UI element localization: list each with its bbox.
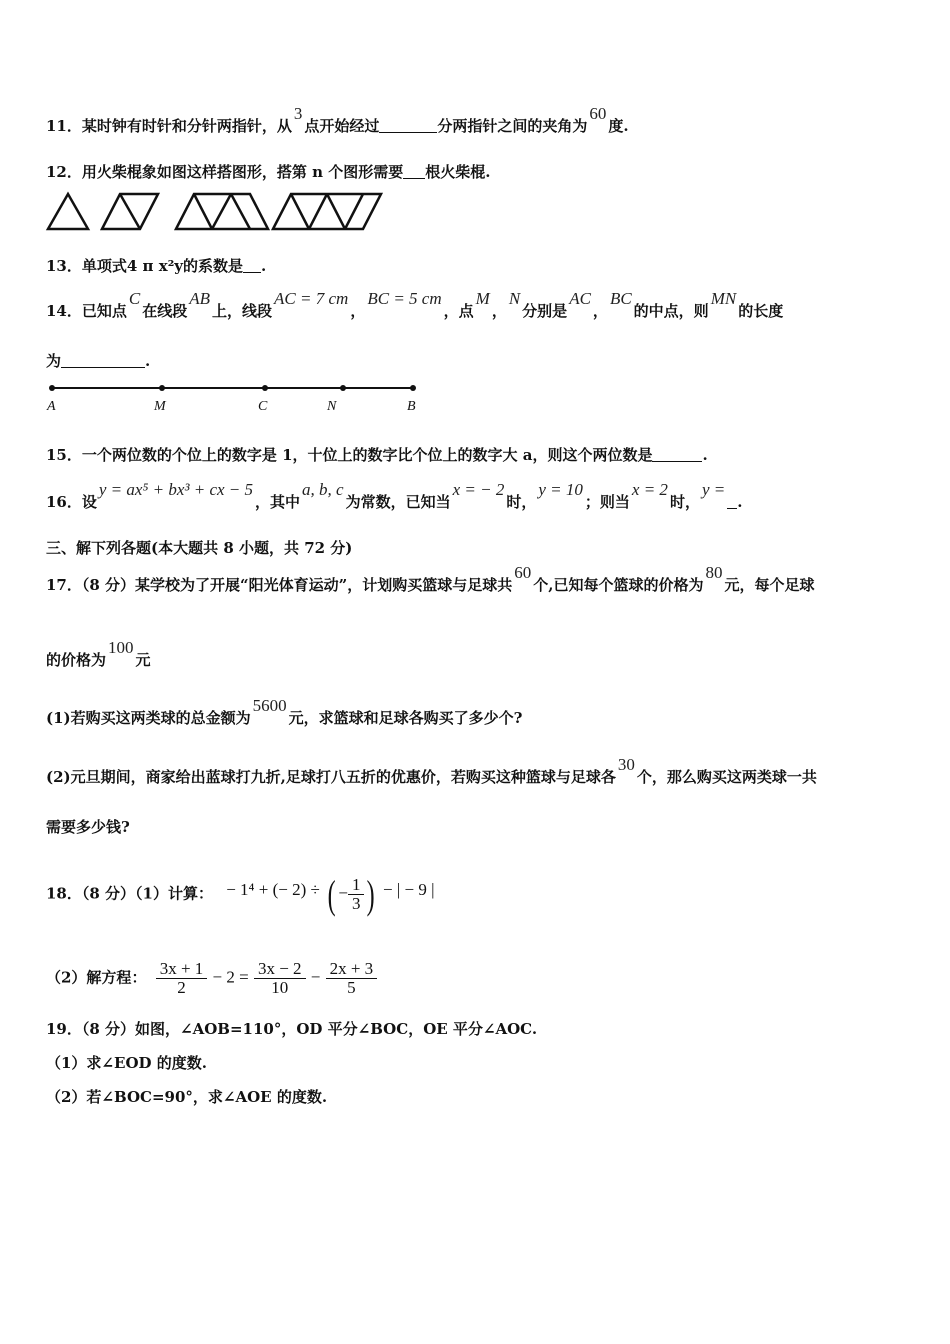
fraction-3: $\frac{2x + 3}{5}$ [326, 960, 378, 997]
fraction-one-third: $\frac{1}{3}$ [348, 876, 365, 913]
question-number: 15． [46, 446, 82, 464]
calc-expression-part2: − | − 9 | [383, 879, 435, 899]
question-number: 12． [46, 163, 82, 181]
question-19-part1: （1）求∠EOD 的度数. [46, 1054, 207, 1072]
question-18: 18．（8 分）（1）计算： − 1⁴ + (− 2) ÷ ( − $\frac{1}{3}$ ) − | − 9 | [46, 871, 435, 917]
question-17: 17．（8 分）某学校为了开展“阳光体育运动”，计划购买篮球与足球共60个,已知每个篮球的价格为80元，每个足球 [46, 563, 815, 594]
question-15: 15．一个两位数的个位上的数字是 1，十位上的数字比个位上的数字大 a，则这个两位数是 . [46, 446, 708, 464]
question-13: 13．单项式4 π x²y的系数是 . [46, 257, 267, 275]
question-17-part1: (1)若购买这两类球的总金额为5600元，求篮球和足球各购买了多少个? [46, 696, 523, 727]
question-number: 18． [46, 884, 82, 903]
question-17-line2: 的价格为100元 [46, 638, 151, 669]
answer-blank[interactable] [61, 353, 145, 368]
answer-blank[interactable] [727, 494, 737, 509]
question-14-line2: 为 . [46, 352, 151, 370]
point-label-a: A [47, 399, 56, 414]
question-16: 16．设y = ax⁵ + bx³ + cx − 5，其中a, b, c为常数，已知当x = − 2时，y = 10；则当x = 2时，y =. [46, 480, 743, 511]
question-17-part2: (2)元旦期间，商家给出蓝球打九折,足球打八五折的优惠价，若购买这种篮球与足球各30个，那么购买这两类球一共 [46, 755, 817, 786]
question-number: 19． [46, 1020, 82, 1038]
question-19: 19．（8 分）如图，∠AOB=110°，OD 平分∠BOC，OE 平分∠AOC. [46, 1020, 538, 1038]
answer-blank[interactable] [652, 447, 702, 462]
matchstick-triangles-figure [44, 190, 389, 234]
question-17-part2-line2: 需要多少钱? [46, 818, 130, 836]
calc-expression-part1: − 1⁴ + (− 2) ÷ [226, 879, 320, 899]
point-label-c: C [258, 399, 268, 414]
question-14: 14．已知点C在线段AB上，线段AC = 7 cm，BC = 5 cm，点M，N分别是AC，BC的中点，则MN的长度 [46, 289, 784, 320]
section-heading: 三、解下列各题(本大题共 8 小题，共 72 分) [46, 539, 353, 557]
fraction-2: $\frac{3x - 2}{10}$ [254, 960, 306, 997]
fraction-1: $\frac{3x + 1}{2}$ [156, 960, 208, 997]
left-paren: ( [327, 871, 336, 917]
line-segment-figure [44, 380, 424, 414]
question-18-part2: （2）解方程： $\frac{3x + 1}{2}$ − 2 = $\frac{3x - 2}{10}$ − $\frac{2x + 3}{5}$ [46, 960, 377, 997]
question-11: 11．某时钟有时针和分针两指针，从3点开始经过 分两指针之间的夹角为60度. [46, 104, 629, 135]
question-number: 11． [46, 117, 82, 135]
question-19-part2: （2）若∠BOC=90°，求∠AOE 的度数. [46, 1088, 328, 1106]
question-number: 16． [46, 493, 82, 511]
answer-blank[interactable] [243, 258, 261, 273]
point-label-n: N [327, 399, 337, 414]
question-12: 12．用火柴棍象如图这样搭图形，搭第 n 个图形需要 根火柴棍. [46, 163, 491, 181]
question-number: 17． [46, 576, 82, 594]
point-label-b: B [407, 399, 416, 414]
right-paren: ) [367, 871, 376, 917]
answer-blank[interactable] [403, 164, 425, 179]
question-number: 14． [46, 302, 82, 320]
answer-blank[interactable] [379, 118, 437, 133]
point-label-m: M [154, 399, 166, 414]
question-number: 13． [46, 257, 82, 275]
